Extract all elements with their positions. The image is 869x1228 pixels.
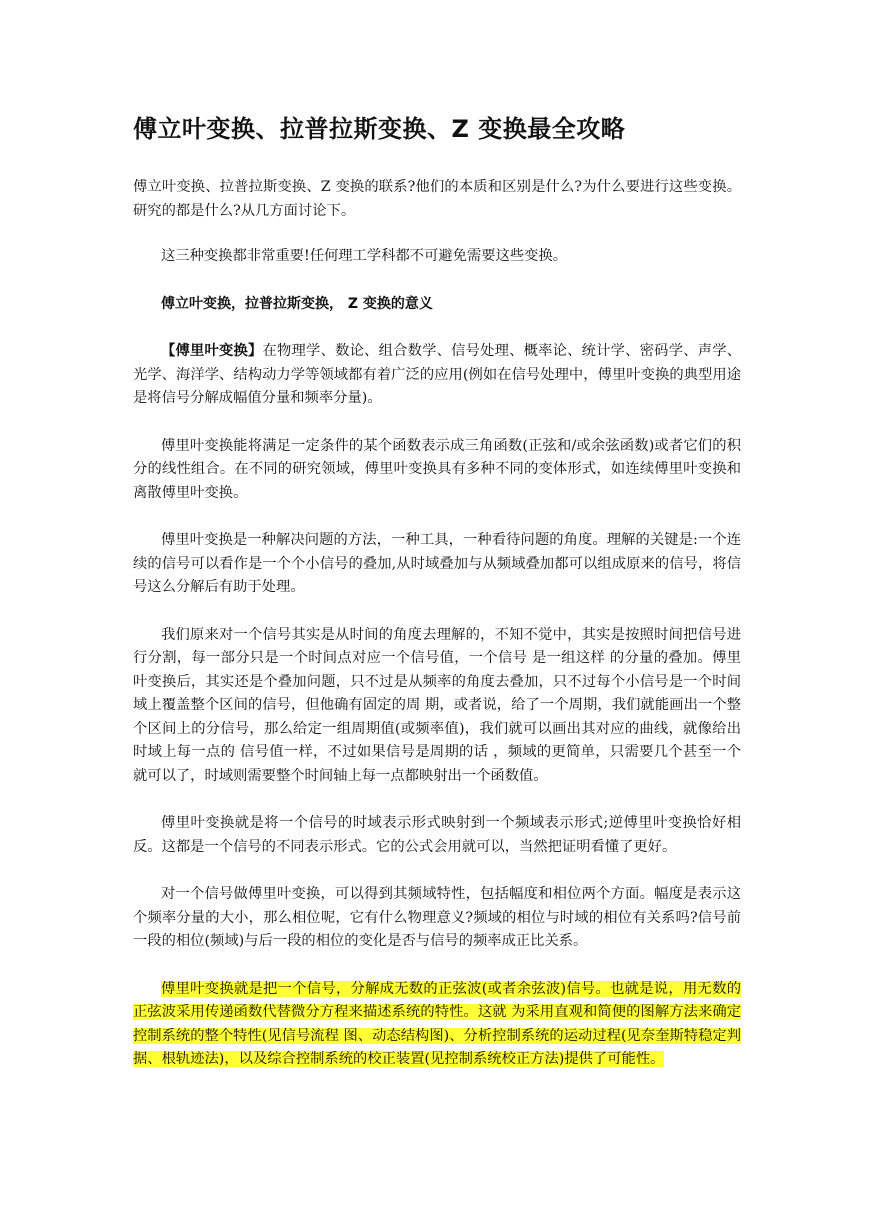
highlighted-text: 傅里叶变换就是把一个信号，分解成无数的正弦波(或者余弦波)信号。也就是说，用无数的正弦波采用传递函数代替微分方程来描述系统的特性。这就 为采用直观和简便的图解方法来确定控制系统的整个特性(见信号流程 图、动态结构图)、分析控制系统的运动过程(见奈奎斯特稳定判据、根轨迹法)，以及综合控制系统的校正装置(见控制系统校正方法)提供了可能性。 [133,980,741,1067]
importance-paragraph: 这三种变换都非常重要!任何理工学科都不可避免需要这些变换。 [161,248,568,264]
highlighted-paragraph [133,978,741,1072]
amplitude-phase-paragraph: 对一个信号做傅里叶变换，可以得到其频域特性，包括幅度和相位两个方面。幅度是表示这个频率分量的大小，那么相位呢，它有什么物理意义?频域的相位与时域的相位有关系吗?信号前一段的相位(频域)与后一段的相位的变化是否与信号的频率成正比关系。 [133,886,741,949]
fourier-applications-text: 在物理学、数论、组合数学、信号处理、概率论、统计学、密码学、声学、光学、海洋学、结构动力学等领域都有着广泛的应用(例如在信号处理中，傅里叶变换的典型用途是将信号分解成幅值分量和频率分量)。 [133,343,742,406]
intro-paragraph: 傅立叶变换、拉普拉斯变换、Z 变换的联系?他们的本质和区别是什么?为什么要进行这些变换。研究的都是什么?从几方面讨论下。 [133,179,741,219]
mapping-paragraph: 傅里叶变换就是将一个信号的时域表示形式映射到一个频域表示形式;逆傅里叶变换恰好相反。这都是一个信号的不同表示形式。它的公式会用就可以，当然把证明看懂了更好。 [133,815,741,855]
time-frequency-paragraph: 我们原来对一个信号其实是从时间的角度去理解的，不知不觉中，其实是按照时间把信号进行分割，每一部分只是一个时间点对应一个信号值，一个信号 是一组这样 的分量的叠加。傅里叶变换后，其实还是个叠加问题，只不过是从频率的角度去叠加，只不过每个小信号是一个时间域上覆盖整个区间的信号，但他确有固定的周 期，或者说，给了一个周期，我们就能画出一个整个区间上的分信号，那么给定一组周期值(或频率值)，我们就可以画出其对应的曲线，就像给出时域上每一点的 信号值一样，不过如果信号是周期的话 ，频域的更简单，只需要几个甚至一个就可以了，时域则需要整个时间轴上每一点都映射出一个函数值。 [133,626,741,784]
fourier-applications-paragraph [133,340,741,411]
fourier-method-paragraph: 傅里叶变换是一种解决问题的方法，一种工具，一种看待问题的角度。理解的关键是:一个连续的信号可以看作是一个个小信号的叠加,从时域叠加与从频域叠加都可以组成原来的信号，将信号这么分解后有助于处理。 [133,532,741,595]
fourier-term-label: 【傅里叶变换】 [161,343,263,359]
fourier-definition-paragraph: 傅里叶变换能将满足一定条件的某个函数表示成三角函数(正弦和/或余弦函数)或者它们的积分的线性组合。在不同的研究领域，傅里叶变换具有多种不同的变体形式，如连续傅里叶变换和离散傅里叶变换。 [133,437,741,501]
document-title: 傅立叶变换、拉普拉斯变换、Z 变换最全攻略 [133,115,626,143]
document-page [133,112,741,1072]
section-heading: 傅立叶变换，拉普拉斯变换， Z 变换的意义 [161,295,433,312]
